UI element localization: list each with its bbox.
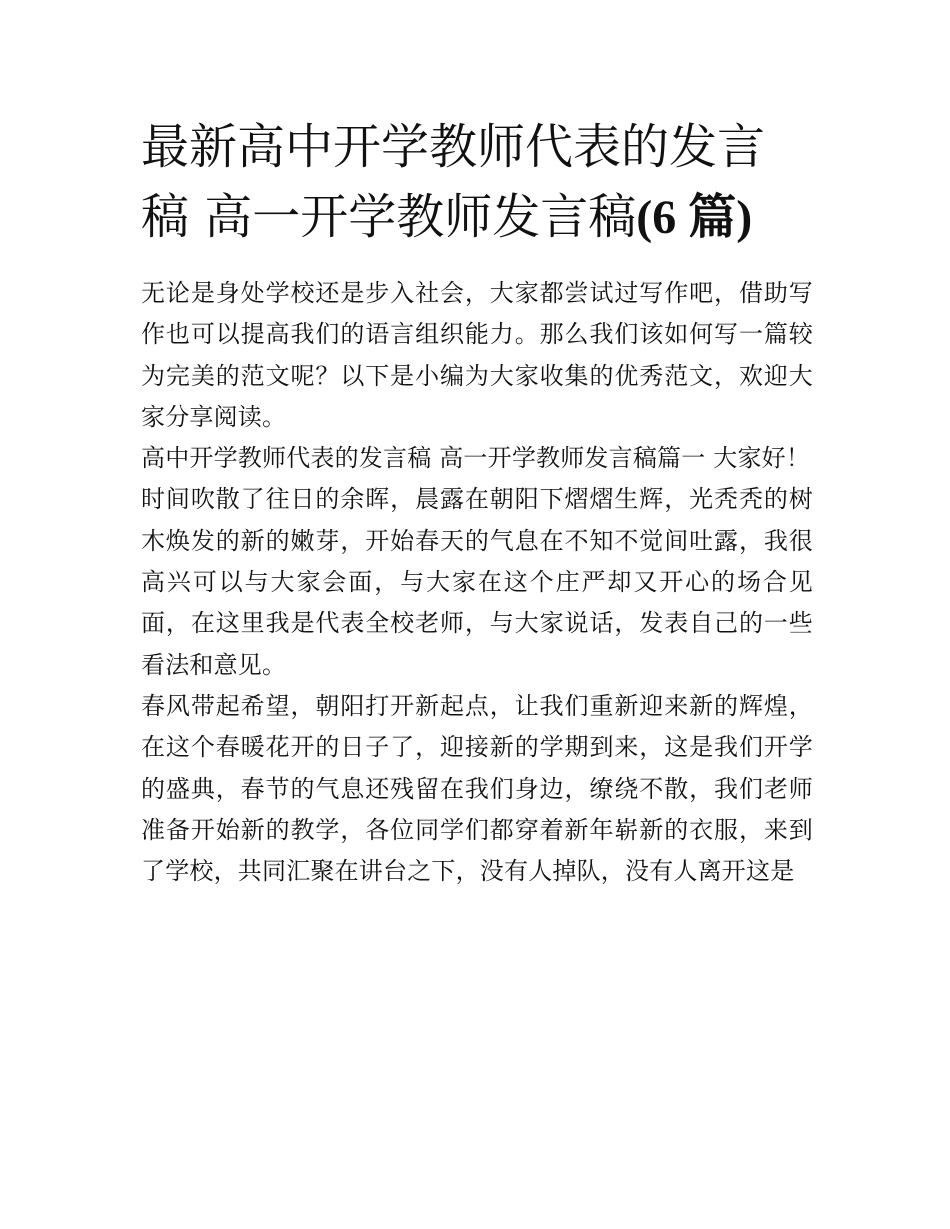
title-line-2: 稿 高一开学教师发言稿 <box>141 189 637 245</box>
title-count: (6 篇) <box>636 191 753 244</box>
body-paragraph: 春风带起希望，朝阳打开新起点，让我们重新迎来新的辉煌，在这个春暖花开的日子了，迎接新的学期到来，这是我们开学的盛典，春节的气息还残留在我们身边，缭绕不散，我们老师准备开始新的教学，各位同学们都穿着新年崭新的衣服，来到了学校，共同汇聚在讲台之下，没有人掉队，没有人离开这是 <box>141 691 813 886</box>
document-title <box>141 112 813 253</box>
body-paragraph: 时间吹散了往日的余晖，晨露在朝阳下熠熠生辉，光秃秃的树木焕发的新的嫩芽，开始春天的气息在不知不觉间吐露，我很高兴可以与大家会面，与大家在这个庄严却又开心的场合见面，在这里我是代表全校老师，与大家说话，发表自己的一些看法和意见。 <box>141 485 813 679</box>
document-page <box>141 112 813 892</box>
section-heading: 高中开学教师代表的发言稿 高一开学教师发言稿篇一 大家好！ <box>141 444 811 473</box>
intro-paragraph: 无论是身处学校还是步入社会，大家都尝试过写作吧，借助写作也可以提高我们的语言组织能力。那么我们该如何写一篇较为完美的范文呢？以下是小编为大家收集的优秀范文，欢迎大家分享阅读。 <box>141 279 813 431</box>
title-line-1: 最新高中开学教师代表的发言 <box>141 119 766 175</box>
document-body <box>141 273 813 892</box>
